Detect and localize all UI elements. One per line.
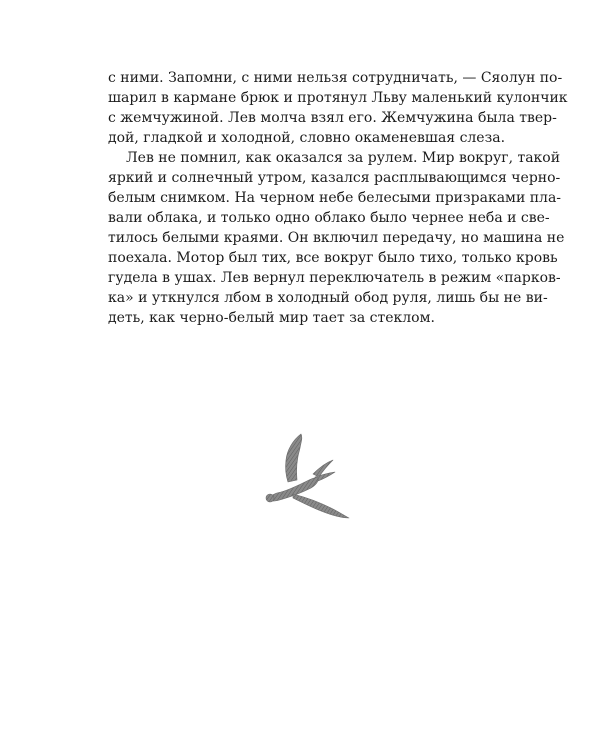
swallow-icon [253,430,353,520]
text-line: дой, гладкой и холодной, словно окаменевшая слеза. [108,130,506,146]
text-line: поехала. Мотор был тих, все вокруг было тихо, только кровь [108,250,558,266]
text-line: с ними. Запомни, с ними нельзя сотрудничать, — Сяолун по- [108,70,563,86]
body-text [108,68,568,328]
text-line: Лев не помнил, как оказался за рулем. Мир вокруг, такой [126,150,561,166]
text-line: ка» и уткнулся лбом в холодный обод руля, лишь бы не ви- [108,290,548,306]
text-line: деть, как черно-белый мир тает за стеклом. [108,310,435,326]
text-line: с жемчужиной. Лев молча взял его. Жемчужина была твер- [108,110,557,126]
text-line: гудела в ушах. Лев вернул переключатель в режим «парков- [108,270,561,286]
text-line: белым снимком. На черном небе белесыми призраками пла- [108,190,562,206]
text-line: шарил в кармане брюк и протянул Льву маленький кулончик [108,90,568,106]
text-line: вали облака, и только одно облако было чернее неба и све- [108,210,550,226]
text-line: тилось белыми краями. Он включил передачу, но машина не [108,230,565,246]
text-line: яркий и солнечный утром, казался расплывающимся черно- [108,170,561,186]
